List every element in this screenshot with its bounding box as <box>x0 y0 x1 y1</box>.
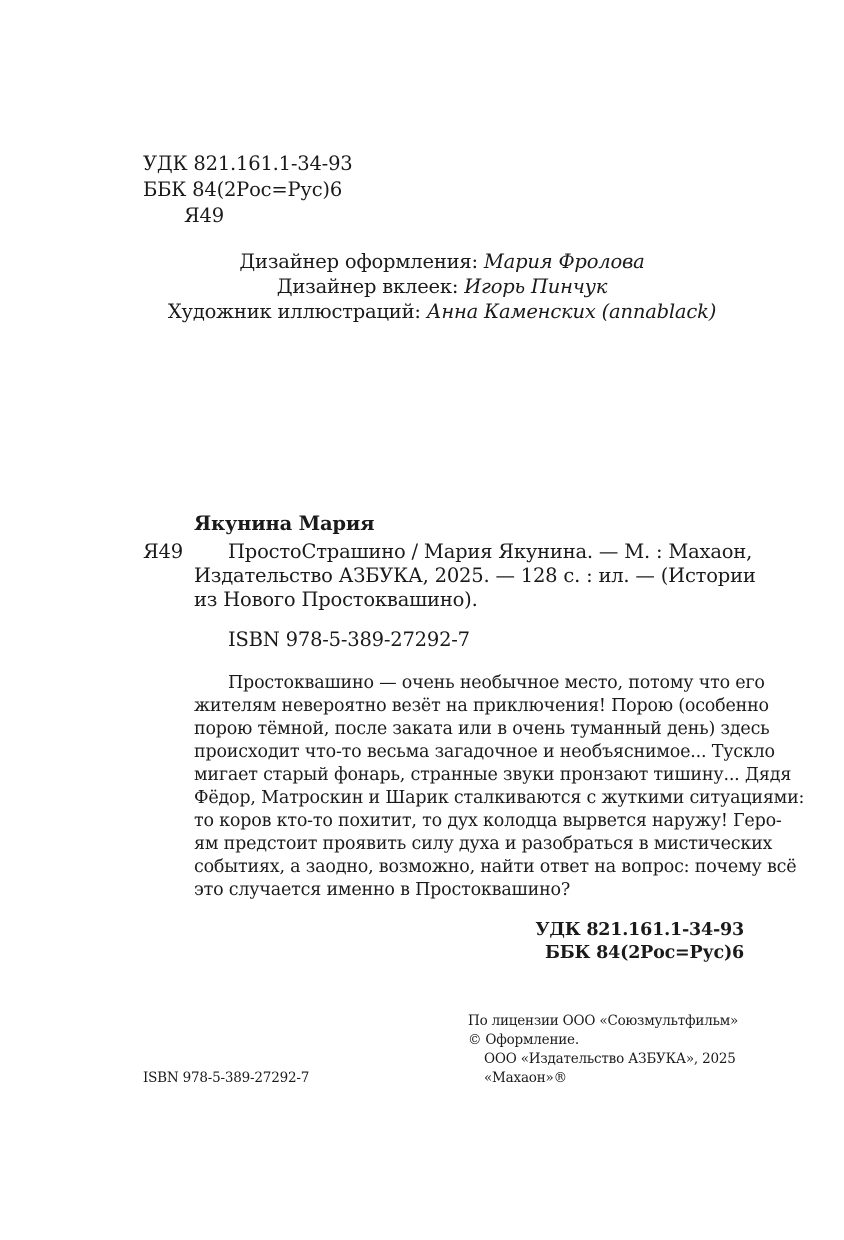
udk-code-bottom: УДК 821.161.1-34-93 <box>535 920 744 940</box>
bbk-code-bottom: ББК 84(2Рос=Рус)6 <box>545 943 744 963</box>
annotation-line: мигает старый фонарь, странные звуки пронзают тишину... Дядя <box>194 765 792 785</box>
license-notice: По лицензии ООО «Союзмультфильм» <box>468 1013 739 1029</box>
author-heading: Якунина Мария <box>194 512 375 535</box>
credit-illustrator <box>0 300 844 324</box>
credit-role: Художник иллюстраций: <box>167 300 427 323</box>
annotation-line: порою тёмной, после заката или в очень туманный день) здесь <box>194 719 770 739</box>
annotation-line: событиях, а заодно, возможно, найти ответ на вопрос: почему всё <box>194 857 797 877</box>
credit-insert-designer <box>0 275 844 299</box>
credit-role: Дизайнер вклеек: <box>276 275 465 298</box>
imprint-mark: «Махаон»® <box>484 1070 567 1086</box>
design-copyright: © Оформление. <box>468 1032 579 1048</box>
description-line: Издательство АЗБУКА, 2025. — 128 с. : ил. — (Истории <box>194 564 756 587</box>
credit-designer <box>0 250 844 274</box>
annotation-line: ям предстоит проявить силу духа и разобраться в мистических <box>194 834 773 854</box>
publisher-copyright: ООО «Издательство АЗБУКА», 2025 <box>484 1051 736 1067</box>
description-line: ПростоСтрашино / Мария Якунина. — М. : Махаон, <box>228 540 753 563</box>
annotation-line: Фёдор, Матроскин и Шарик сталкиваются с жуткими ситуациями: <box>194 788 805 808</box>
annotation-line: это случается именно в Простоквашино? <box>194 880 571 900</box>
credit-role: Дизайнер оформления: <box>239 250 484 273</box>
description-line: из Нового Простоквашино). <box>194 588 478 611</box>
annotation-line: жителям невероятно везёт на приключения! Порою (особенно <box>194 696 769 716</box>
annotation-line: то коров кто-то похитит, то дух колодца вырвется наружу! Геро- <box>194 811 782 831</box>
bbk-code: ББК 84(2Рос=Рус)6 <box>143 178 343 201</box>
annotation-line: происходит что-то весьма загадочное и необъяснимое... Тускло <box>194 742 775 762</box>
credit-name: Игорь Пинчук <box>464 275 608 298</box>
udk-code: УДК 821.161.1-34-93 <box>143 152 353 175</box>
author-mark: Я49 <box>184 204 224 227</box>
credit-name: Анна Каменских (annablack) <box>426 300 717 323</box>
isbn-bottom: ISBN 978-5-389-27292-7 <box>143 1070 310 1086</box>
credit-name: Мария Фролова <box>483 250 645 273</box>
annotation-line: Простоквашино — очень необычное место, потому что его <box>228 673 765 693</box>
author-mark-side: Я49 <box>143 540 183 563</box>
isbn: ISBN 978-5-389-27292-7 <box>228 628 470 651</box>
